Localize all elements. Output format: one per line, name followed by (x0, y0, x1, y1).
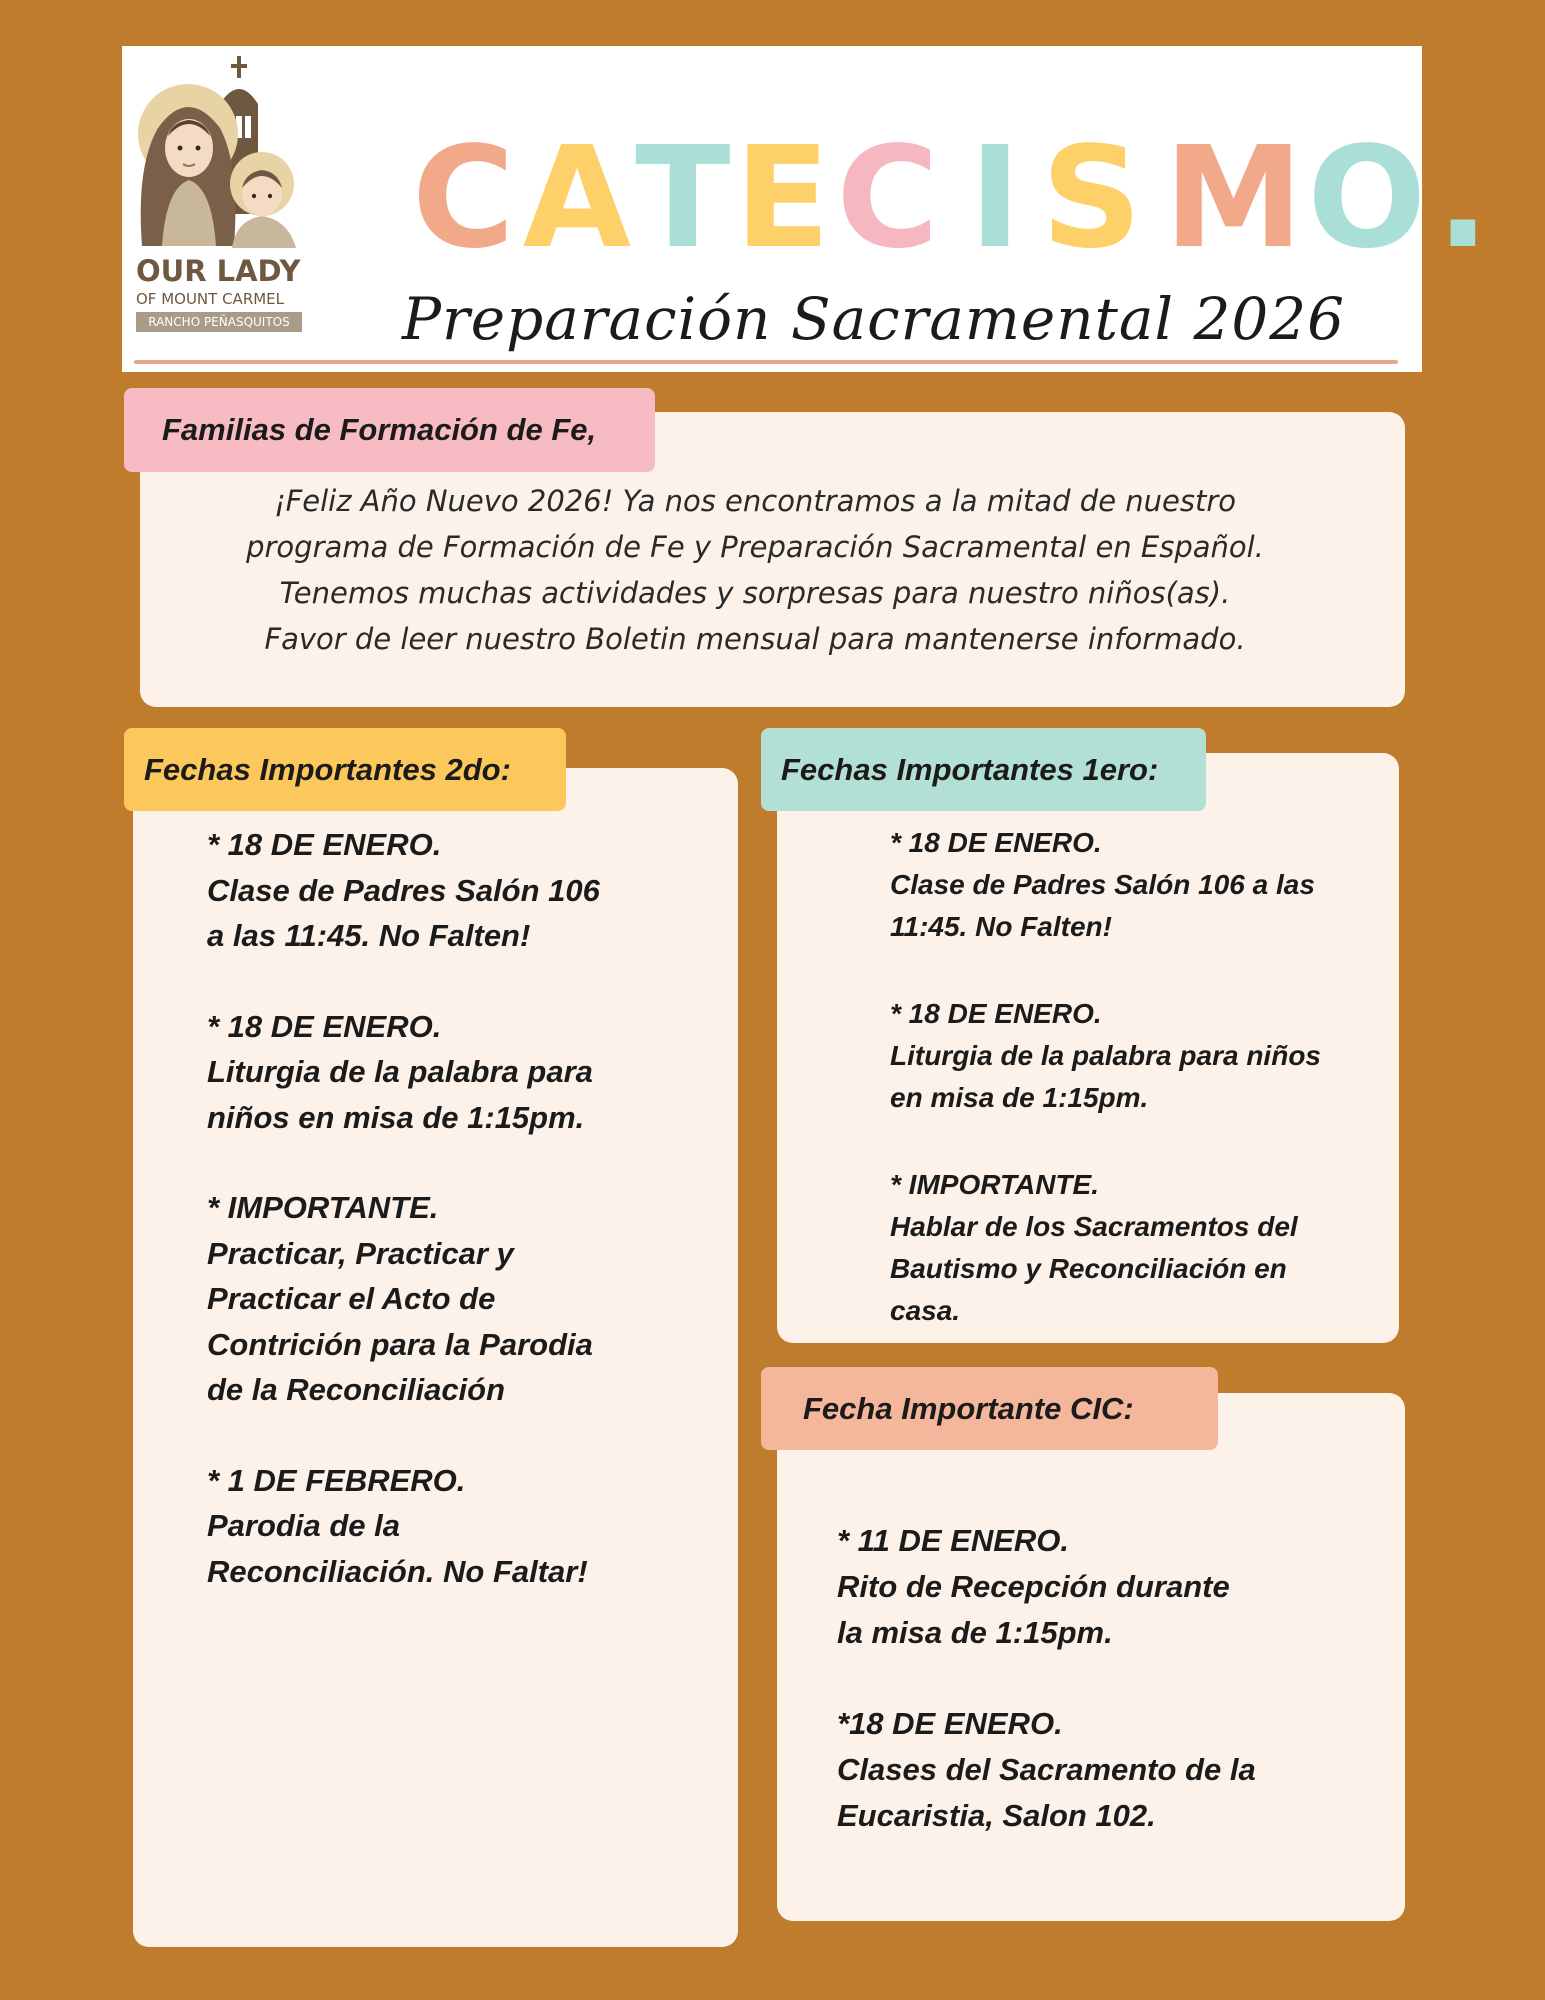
date-description: la misa de 1:15pm. (837, 1615, 1113, 1650)
date-heading: * 11 DE ENERO. (837, 1523, 1070, 1558)
date-description: Eucaristia, Salon 102. (837, 1798, 1156, 1833)
date-heading: * 18 DE ENERO. (890, 998, 1102, 1029)
title-letter: T (635, 117, 731, 280)
date-description: en misa de 1:15pm. (890, 1082, 1149, 1113)
intro-line: Tenemos muchas actividades y sorpresas para nuestro niños(as). (279, 576, 1231, 610)
date-heading: *18 DE ENERO. (837, 1706, 1063, 1741)
date-description: Reconciliación. No Faltar! (207, 1553, 588, 1589)
date-description: niños en misa de 1:15pm. (207, 1099, 585, 1135)
date-description: Liturgia de la palabra para (207, 1054, 593, 1089)
date-item (207, 822, 600, 959)
date-description: a las 11:45. No Falten! (207, 918, 531, 953)
second-grade-list (207, 822, 600, 1639)
date-description: Clases del Sacramento de la (837, 1752, 1256, 1787)
cic-tag: Fecha Importante CIC: (761, 1367, 1218, 1450)
date-description: Liturgia de la palabra para niños (890, 1040, 1321, 1071)
title-letter: . (1436, 117, 1490, 280)
header-banner (122, 46, 1490, 372)
date-description: casa. (890, 1295, 961, 1326)
second-grade-tag: Fechas Importantes 2do: (124, 728, 566, 811)
date-item (837, 1518, 1256, 1656)
date-description: Practicar, Practicar y (207, 1235, 514, 1271)
date-heading: * 18 DE ENERO. (207, 827, 442, 862)
date-heading: * 18 DE ENERO. (207, 1008, 442, 1044)
title-letter: O (1307, 117, 1427, 280)
intro-message (140, 478, 1370, 662)
date-description: Contrición para la Parodia (207, 1326, 593, 1362)
date-description: Clase de Padres Salón 106 (207, 872, 600, 908)
first-grade-list (890, 822, 1321, 1377)
first-grade-tag: Fechas Importantes 1ero: (761, 728, 1206, 811)
date-item (890, 993, 1321, 1119)
intro-line: programa de Formación de Fe y Preparación Sacramental en Español. (246, 530, 1264, 564)
title-letter: C (412, 117, 515, 280)
date-description: 11:45. No Falten! (890, 911, 1112, 942)
title-letter: E (734, 117, 831, 280)
title-letter: C (836, 117, 939, 280)
title-letter: S (1041, 117, 1142, 280)
date-description: de la Reconciliación (207, 1372, 506, 1407)
date-item (207, 1004, 600, 1141)
date-description: Hablar de los Sacramentos del (890, 1211, 1298, 1242)
date-item (207, 1458, 600, 1595)
logo-name: OUR LADY (136, 254, 301, 288)
logo-subtitle: OF MOUNT CARMEL (136, 290, 285, 308)
date-heading: * IMPORTANTE. (207, 1190, 439, 1225)
title-letter: I (969, 117, 1022, 280)
date-heading: * 1 DE FEBRERO. (207, 1462, 466, 1498)
date-description: Bautismo y Reconciliación en (890, 1253, 1287, 1284)
date-description: Parodia de la (207, 1508, 400, 1543)
intro-tag: Familias de Formación de Fe, (124, 388, 655, 472)
madonna-and-child-icon (136, 56, 306, 256)
date-description: Practicar el Acto de (207, 1281, 496, 1316)
cic-list (837, 1518, 1256, 1884)
title-letter: A (522, 117, 632, 280)
date-heading: * 18 DE ENERO. (890, 827, 1102, 858)
date-description: Clase de Padres Salón 106 a las (890, 869, 1315, 900)
date-item (890, 1164, 1321, 1332)
subtitle: Preparación Sacramental 2026 (402, 285, 1346, 353)
logo-place: RANCHO PEÑASQUITOS (136, 312, 302, 332)
date-heading: * IMPORTANTE. (890, 1169, 1099, 1200)
date-description: Rito de Recepción durante (837, 1569, 1230, 1604)
parish-logo (136, 56, 306, 336)
title-letter: M (1163, 117, 1304, 280)
catecismo-title (412, 117, 1490, 280)
date-item (890, 822, 1321, 948)
date-item (207, 1185, 600, 1413)
header-divider (134, 360, 1398, 364)
date-item (837, 1701, 1256, 1839)
intro-line: ¡Feliz Año Nuevo 2026! Ya nos encontramos a la mitad de nuestro (273, 484, 1237, 518)
intro-line: Favor de leer nuestro Boletin mensual para mantenerse informado. (264, 622, 1246, 656)
